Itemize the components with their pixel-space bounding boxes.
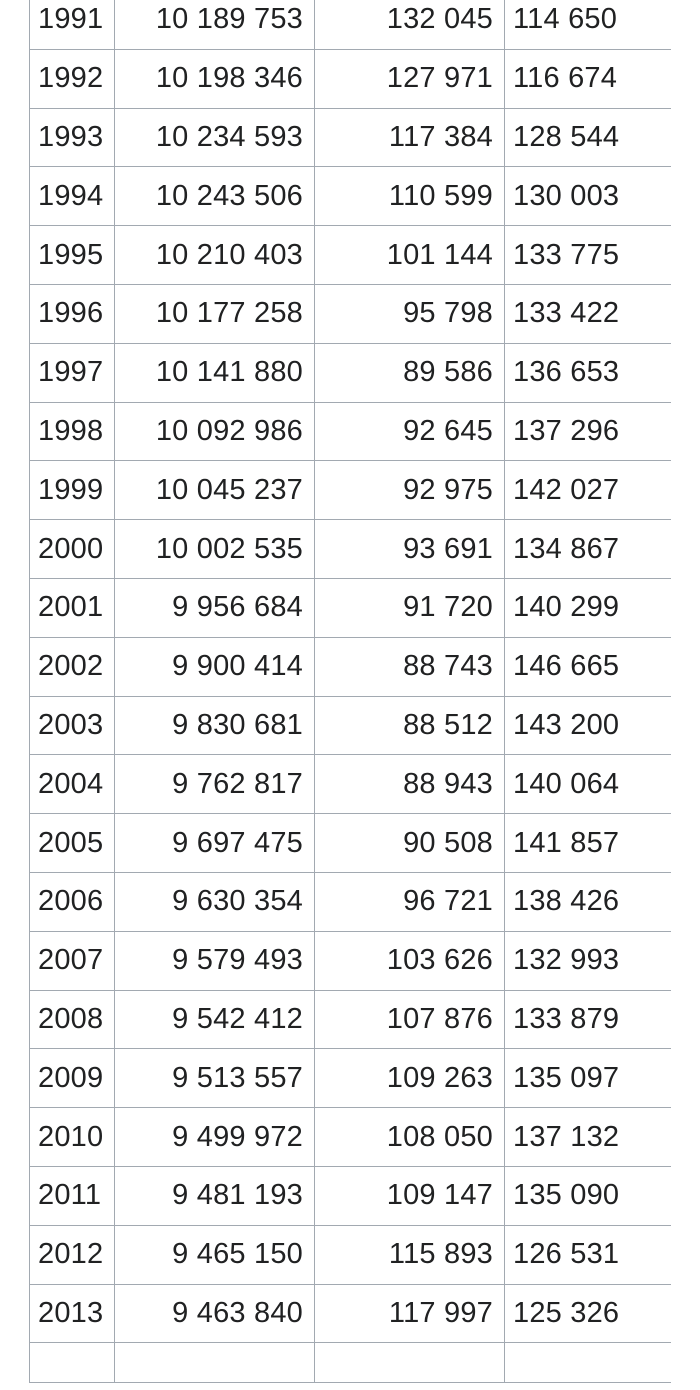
- population-cell: 9 513 557: [115, 1049, 315, 1108]
- births-cell: 117 997: [315, 1284, 505, 1343]
- population-cell: 10 092 986: [115, 402, 315, 461]
- births-cell: 92 975: [315, 461, 505, 520]
- births-cell: 92 645: [315, 402, 505, 461]
- births-cell: 132 045: [315, 0, 505, 49]
- table-row: [30, 990, 672, 1049]
- deaths-cell: 135 090: [505, 1166, 672, 1225]
- births-cell: 89 586: [315, 343, 505, 402]
- deaths-cell: 133 422: [505, 284, 672, 343]
- births-cell: 96 721: [315, 872, 505, 931]
- population-cell: 10 243 506: [115, 167, 315, 226]
- population-cell: 9 830 681: [115, 696, 315, 755]
- births-cell: 90 508: [315, 814, 505, 873]
- year-cell: 1993: [30, 108, 115, 167]
- births-cell: 88 743: [315, 637, 505, 696]
- births-cell: 101 144: [315, 226, 505, 285]
- table-row: [30, 49, 672, 108]
- population-cell: 10 177 258: [115, 284, 315, 343]
- year-cell: 1992: [30, 49, 115, 108]
- year-cell: 2004: [30, 755, 115, 814]
- year-cell: 2001: [30, 578, 115, 637]
- deaths-cell: 132 993: [505, 931, 672, 990]
- births-cell: 103 626: [315, 931, 505, 990]
- deaths-cell: 142 027: [505, 461, 672, 520]
- population-cell: 9 630 354: [115, 872, 315, 931]
- deaths-cell: 141 857: [505, 814, 672, 873]
- deaths-cell: 137 132: [505, 1108, 672, 1167]
- births-cell: 109 263: [315, 1049, 505, 1108]
- table-row: [30, 226, 672, 285]
- table-row: [30, 1049, 672, 1108]
- population-cell: 9 499 972: [115, 1108, 315, 1167]
- table-body: [30, 0, 672, 1383]
- table-row: [30, 1166, 672, 1225]
- table-row: [30, 1225, 672, 1284]
- table-row: [30, 578, 672, 637]
- births-cell: 93 691: [315, 520, 505, 579]
- births-cell: 91 720: [315, 578, 505, 637]
- table-row: [30, 872, 672, 931]
- year-cell: 2002: [30, 637, 115, 696]
- population-cell: 10 002 535: [115, 520, 315, 579]
- year-cell: 1999: [30, 461, 115, 520]
- year-cell: 2010: [30, 1108, 115, 1167]
- population-cell: 9 465 150: [115, 1225, 315, 1284]
- population-cell: 9 762 817: [115, 755, 315, 814]
- table-row: [30, 931, 672, 990]
- year-cell: 2008: [30, 990, 115, 1049]
- table-row: [30, 461, 672, 520]
- year-cell: 2009: [30, 1049, 115, 1108]
- births-cell: 88 943: [315, 755, 505, 814]
- births-cell: 95 798: [315, 284, 505, 343]
- table-row: [30, 167, 672, 226]
- table-row: [30, 108, 672, 167]
- deaths-cell: 116 674: [505, 49, 672, 108]
- births-cell: 117 384: [315, 108, 505, 167]
- deaths-cell: 134 867: [505, 520, 672, 579]
- deaths-cell: 126 531: [505, 1225, 672, 1284]
- table-row: [30, 284, 672, 343]
- table-row: [30, 637, 672, 696]
- deaths-cell: 143 200: [505, 696, 672, 755]
- deaths-cell: 137 296: [505, 402, 672, 461]
- population-cell: 10 189 753: [115, 0, 315, 49]
- deaths-cell: 136 653: [505, 343, 672, 402]
- year-cell: 1995: [30, 226, 115, 285]
- deaths-cell: 128 544: [505, 108, 672, 167]
- population-cell: 10 234 593: [115, 108, 315, 167]
- population-cell: 9 542 412: [115, 990, 315, 1049]
- deaths-cell: 138 426: [505, 872, 672, 931]
- births-cell: 127 971: [315, 49, 505, 108]
- deaths-cell: 146 665: [505, 637, 672, 696]
- year-cell: 2000: [30, 520, 115, 579]
- population-table: [29, 0, 671, 1383]
- year-cell: 1994: [30, 167, 115, 226]
- year-cell: 2007: [30, 931, 115, 990]
- table-row: [30, 696, 672, 755]
- deaths-cell: 135 097: [505, 1049, 672, 1108]
- population-cell: 10 210 403: [115, 226, 315, 285]
- deaths-cell: 130 003: [505, 167, 672, 226]
- population-cell: 9 579 493: [115, 931, 315, 990]
- population-cell: 10 045 237: [115, 461, 315, 520]
- year-cell: 1997: [30, 343, 115, 402]
- year-cell: 2012: [30, 1225, 115, 1284]
- table-row: [30, 1108, 672, 1167]
- births-cell: 115 893: [315, 1225, 505, 1284]
- population-cell: 9 481 193: [115, 1166, 315, 1225]
- deaths-cell: 125 326: [505, 1284, 672, 1343]
- deaths-cell: 133 879: [505, 990, 672, 1049]
- table-row: [30, 814, 672, 873]
- births-cell: 109 147: [315, 1166, 505, 1225]
- population-cell: 10 141 880: [115, 343, 315, 402]
- table-row: [30, 520, 672, 579]
- year-cell: 2013: [30, 1284, 115, 1343]
- deaths-cell: 133 775: [505, 226, 672, 285]
- deaths-cell: 140 299: [505, 578, 672, 637]
- population-cell: 10 198 346: [115, 49, 315, 108]
- population-cell: 9 697 475: [115, 814, 315, 873]
- table-row: [30, 402, 672, 461]
- population-cell: 9 900 414: [115, 637, 315, 696]
- year-cell: 2005: [30, 814, 115, 873]
- table-row: [30, 1284, 672, 1343]
- year-cell: 1991: [30, 0, 115, 49]
- year-cell: 2011: [30, 1166, 115, 1225]
- population-cell: 9 463 840: [115, 1284, 315, 1343]
- table-row: [30, 343, 672, 402]
- deaths-cell: 140 064: [505, 755, 672, 814]
- table-row: [30, 755, 672, 814]
- births-cell: 107 876: [315, 990, 505, 1049]
- population-cell: 9 956 684: [115, 578, 315, 637]
- births-cell: 110 599: [315, 167, 505, 226]
- births-cell: 88 512: [315, 696, 505, 755]
- year-cell: 2006: [30, 872, 115, 931]
- births-cell: 108 050: [315, 1108, 505, 1167]
- year-cell: 1996: [30, 284, 115, 343]
- year-cell: 1998: [30, 402, 115, 461]
- table-row: [30, 0, 672, 49]
- year-cell: 2003: [30, 696, 115, 755]
- deaths-cell: 114 650: [505, 0, 672, 49]
